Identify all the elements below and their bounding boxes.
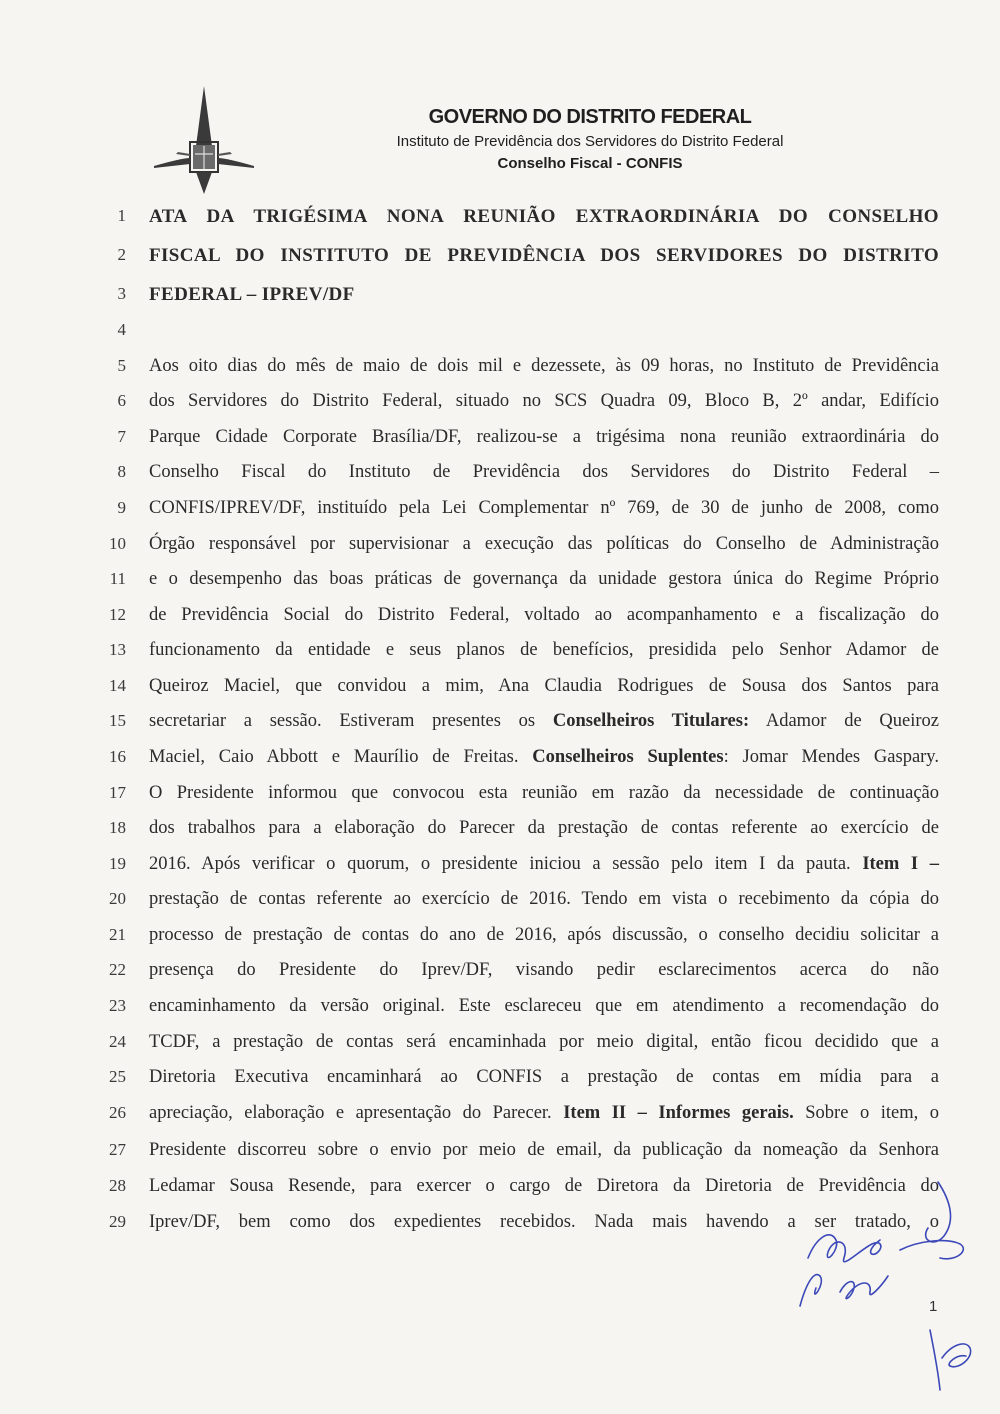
bold-label: Item II – Informes gerais. (563, 1103, 794, 1123)
line-number: 4 (117, 320, 126, 339)
text-run: 2016. Após verificar o quorum, o presidente iniciou a sessão pelo item I da pauta. (149, 854, 863, 874)
line-number: 1 (117, 206, 126, 225)
body-line: Conselho Fiscal do Instituto de Previdência dos Servidores do Distrito Federal – (149, 462, 939, 482)
institute-name: Instituto de Previdência dos Servidores do Distrito Federal (396, 133, 784, 150)
title-line: ATA DA TRIGÉSIMA NONA REUNIÃO EXTRAORDINÁRIA DO CONSELHO (149, 206, 939, 227)
line-number: 29 (109, 1212, 126, 1231)
line-number: 15 (109, 711, 126, 730)
body-line: Aos oito dias do mês de maio de dois mil e dezessete, às 09 horas, no Instituto de Previdência (149, 356, 939, 376)
bold-label: Conselheiros Titulares: (552, 711, 750, 731)
body-line (149, 1101, 939, 1125)
line-number: 13 (109, 640, 126, 659)
body-line: Queiroz Maciel, que convidou a mim, Ana Claudia Rodrigues de Sousa dos Santos para (149, 676, 939, 696)
line-number: 7 (117, 427, 126, 446)
body-line: Ledamar Sousa Resende, para exercer o cargo de Diretora da Diretoria de Previdência do (149, 1176, 939, 1196)
body-line: dos Servidores do Distrito Federal, situado no SCS Quadra 09, Bloco B, 2º andar, Edifício (149, 391, 939, 411)
line-number: 12 (109, 605, 126, 624)
page-number: 1 (929, 1298, 938, 1315)
text-run: : Jomar Mendes Gaspary. (723, 747, 939, 767)
body-line: e o desempenho das boas práticas de governança da unidade gestora única do Regime Próprio (149, 569, 939, 589)
text-run: apreciação, elaboração e apresentação do Parecer. (149, 1103, 564, 1123)
text-run: Adamor de Queiroz (749, 711, 939, 731)
body-line: funcionamento da entidade e seus planos de benefícios, presidida pelo Senhor Adamor de (149, 640, 939, 660)
line-number: 16 (109, 747, 126, 766)
line-number: 8 (117, 462, 126, 481)
body-line: Iprev/DF, bem como dos expedientes recebidos. Nada mais havendo a ser tratado, o (149, 1212, 939, 1232)
line-number: 27 (109, 1140, 126, 1159)
line-number: 24 (109, 1032, 126, 1051)
title-line: FISCAL DO INSTITUTO DE PREVIDÊNCIA DOS SERVIDORES DO DISTRITO (149, 245, 939, 266)
body-line: de Previdência Social do Distrito Federal, voltado ao acompanhamento e a fiscalização do (149, 605, 939, 625)
government-title: GOVERNO DO DISTRITO FEDERAL (428, 106, 752, 128)
line-number: 14 (109, 676, 126, 695)
line-number: 11 (109, 569, 126, 588)
bold-label: Conselheiros Suplentes (532, 747, 724, 767)
line-number: 6 (117, 391, 126, 410)
text-run: secretariar a sessão. Estiveram presentes os (149, 711, 553, 731)
line-number: 25 (109, 1067, 126, 1086)
body-line: encaminhamento da versão original. Este esclareceu que em atendimento a recomendação do (149, 996, 939, 1016)
body-line: Parque Cidade Corporate Brasília/DF, realizou-se a trigésima nona reunião extraordinária do (149, 427, 939, 447)
line-number: 21 (109, 925, 126, 944)
line-number: 19 (109, 854, 126, 873)
line-number: 5 (117, 356, 126, 375)
body-line: prestação de contas referente ao exercício de 2016. Tendo em vista o recebimento da cópia do (149, 889, 939, 909)
body-line (149, 852, 939, 876)
line-number: 17 (109, 783, 126, 802)
line-number: 20 (109, 889, 126, 908)
line-number: 2 (117, 245, 126, 264)
council-name: Conselho Fiscal - CONFIS (497, 155, 683, 172)
body-line (149, 745, 939, 769)
line-number: 26 (109, 1103, 126, 1122)
line-number: 9 (117, 498, 126, 517)
title-line: FEDERAL – IPREV/DF (149, 284, 355, 305)
body-line: TCDF, a prestação de contas será encaminhada por meio digital, então ficou decidido que a (149, 1032, 939, 1052)
handwritten-signature (780, 1180, 980, 1400)
body-line (149, 709, 939, 733)
line-number: 23 (109, 996, 126, 1015)
body-line: presença do Presidente do Iprev/DF, visando pedir esclarecimentos acerca do não (149, 960, 939, 980)
body-line: Presidente discorreu sobre o envio por meio de email, da publicação da nomeação da Senhora (149, 1140, 939, 1160)
body-line: processo de prestação de contas do ano de 2016, após discussão, o conselho decidiu solicitar a (149, 925, 939, 945)
body-line: Órgão responsável por supervisionar a execução das políticas do Conselho de Administração (149, 534, 939, 554)
body-line: CONFIS/IPREV/DF, instituído pela Lei Complementar nº 769, de 30 de junho de 2008, como (149, 498, 939, 518)
line-number: 10 (109, 534, 126, 553)
body-line: O Presidente informou que convocou esta reunião em razão da necessidade de continuação (149, 783, 939, 803)
line-number: 28 (109, 1176, 126, 1195)
text-run: Maciel, Caio Abbott e Maurílio de Freitas. (149, 747, 533, 767)
text-run: Sobre o item, o (793, 1103, 939, 1123)
line-number: 18 (109, 818, 126, 837)
line-number: 22 (109, 960, 126, 979)
line-number: 3 (117, 284, 126, 303)
body-line: dos trabalhos para a elaboração do Parecer da prestação de contas referente ao exercício de (149, 818, 939, 838)
bold-label: Item I – (862, 854, 939, 874)
body-line: Diretoria Executiva encaminhará ao CONFIS a prestação de contas em mídia para a (149, 1067, 939, 1087)
